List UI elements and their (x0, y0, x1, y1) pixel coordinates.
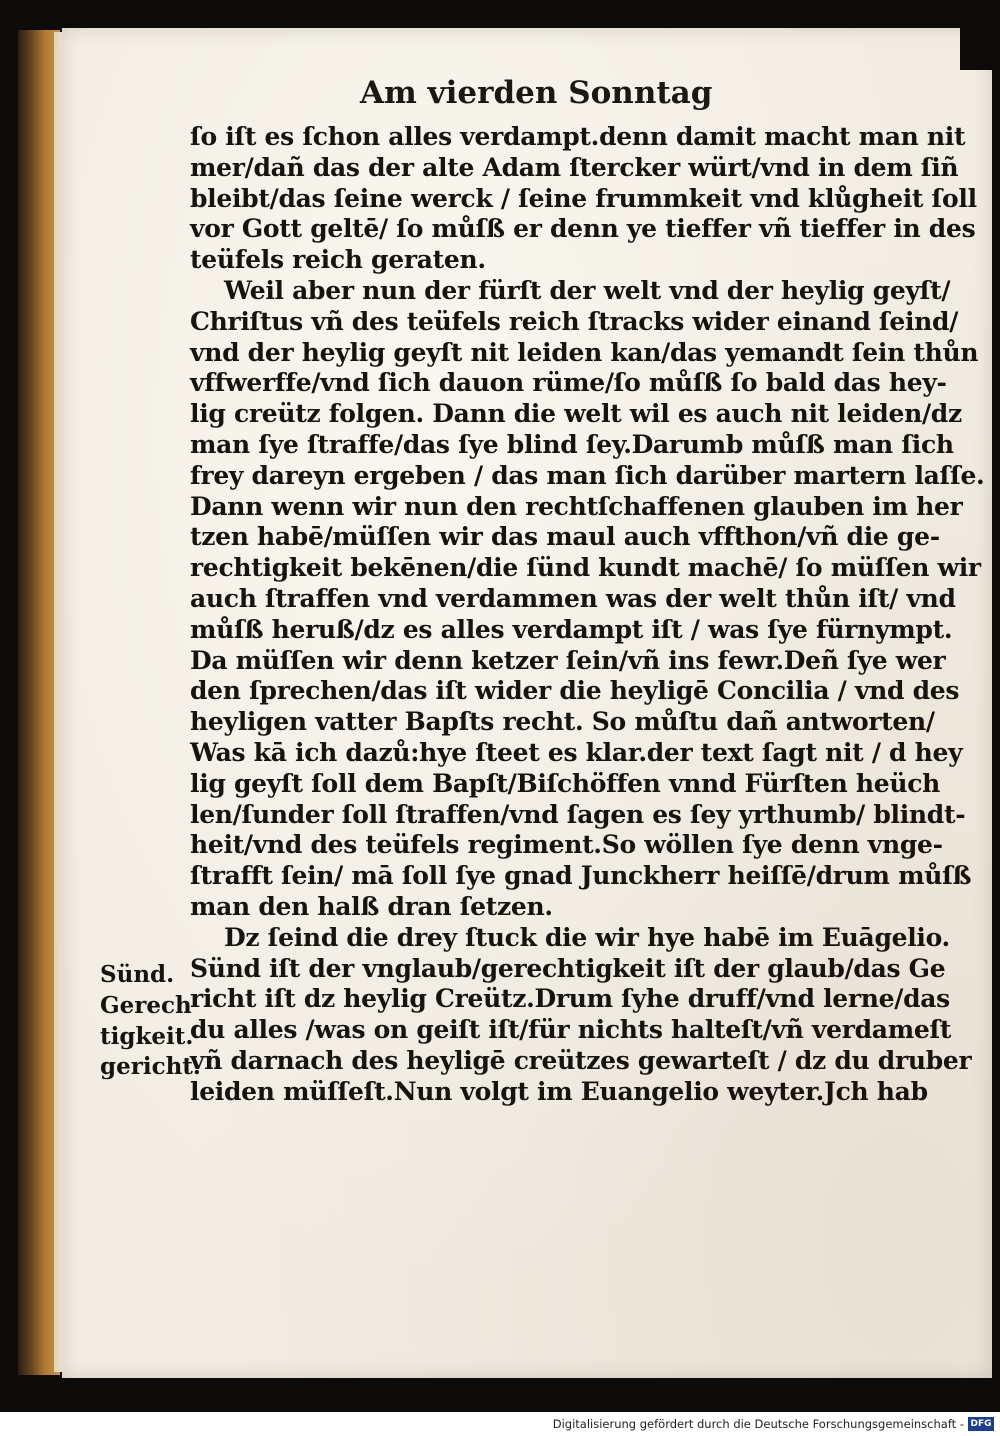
text-line: tzen habē/müſſen wir das maul auch vffthon/vñ die ge- (190, 522, 940, 552)
text-line: ſo iſt es ſchon alles verdampt.denn damit macht man nit (190, 122, 966, 151)
text-line: Dz ſeind die drey ſtuck die wir hye habē im Euāgelio. (224, 922, 950, 952)
scan-corner (960, 0, 1000, 70)
text-line: vñ darnach des heyligē creützes gewarteſt / dz du druber (190, 1045, 972, 1075)
funding-credit: Digitalisierung gefördert durch die Deutsche Forschungsgemeinschaft - (552, 1417, 964, 1431)
text-line: vor Gott geltē/ ſo můſß er denn ye tieffer vñ tieffer in des (190, 214, 976, 244)
text-line: du alles /was on geiſt iſt/für nichts halteſt/vñ verdameſt (190, 1015, 952, 1045)
dfg-logo[interactable]: DFG (968, 1417, 994, 1431)
footer-bar (0, 1412, 1000, 1436)
text-line: Chriſtus vñ des teüfels reich ſtracks wider einand ſeind/ (190, 306, 959, 336)
margin-note: gericht. (100, 1053, 201, 1081)
text-line: Dann wenn wir nun den rechtſchaffenen glauben im her (190, 491, 963, 521)
text-line: rechtigkeit bekēnen/die ſünd kundt machē/ ſo müſſen wir (190, 553, 981, 583)
text-line: man den halß dran ſetzen. (190, 891, 553, 921)
text-line: man ſye ſtraffe/das ſye blind ſey.Darumb můſß man ſich (190, 429, 954, 459)
text-line: mer/dañ das der alte Adam ſtercker würt/vnd in dem ſiñ (190, 152, 959, 182)
text-line: frey dareyn ergeben / das man ſich darüber martern laſſe. (190, 460, 985, 490)
text-line: heyligen vatter Bapſts recht. So můſtu dañ antworten/ (190, 707, 935, 737)
body-text (190, 122, 985, 1108)
text-line: richt iſt dz heylig Creütz.Drum ſyhe druff/vnd lerne/das (190, 984, 950, 1014)
text-line: lig creütz folgen. Dann die welt wil es auch nit leiden/dz (190, 399, 962, 429)
text-line: bleibt/das ſeine werck / ſeine frummkeit vnd klůgheit ſoll (190, 183, 977, 213)
text-line: teüfels reich geraten. (190, 245, 486, 275)
margin-note: Sünd. (100, 961, 175, 988)
text-line: vnd der heylig geyſt nit leiden kan/das yemandt ſein thůn (190, 337, 979, 367)
text-line: lig geyſt ſoll dem Bapſt/Biſchöffen vnnd Fürſten heüch (190, 768, 941, 798)
text-line: auch ſtraffen vnd verdammen was der welt thůn iſt/ vnd (190, 583, 956, 613)
text-line: leiden müſſeſt.Nun volgt im Euangelio weyter.Jch hab (190, 1076, 928, 1106)
margin-notes (100, 960, 201, 1083)
running-head: Am vierden Sonntag (360, 75, 713, 111)
text-line: ſtrafft ſein/ mā ſoll ſye gnad Junckherr heiſſē/drum můſß (190, 861, 972, 891)
text-line: len/ſunder ſoll ſtraffen/vnd ſagen es ſey yrthumb/ blindt- (190, 799, 966, 829)
text-line: Sünd iſt der vnglaub/gerechtigkeit iſt der glaub/das Ge (190, 953, 946, 983)
text-line: Da müſſen wir denn ketzer ſein/vñ ins fewr.Deñ ſye wer (190, 645, 946, 675)
margin-note: tigkeit. (100, 1022, 194, 1050)
text-line: můſß heruß/dz es alles verdampt iſt / was ſye fürnympt. (190, 614, 953, 644)
text-line: Was kā ich dazů:hye ſteet es klar.der text ſagt nit / d hey (190, 737, 963, 767)
text-line: den ſprechen/das iſt wider die heyligē Concilia / vnd des (190, 676, 960, 706)
margin-note: Gerech (100, 991, 192, 1019)
text-line: vffwerffe/vnd ſich dauon rüme/ſo můſß ſo bald das hey- (190, 368, 947, 398)
text-line: heit/vnd des teüfels regiment.So wöllen ſye denn vnge- (190, 830, 943, 860)
text-line: Weil aber nun der fürſt der welt vnd der heylig geyſt/ (224, 275, 951, 305)
